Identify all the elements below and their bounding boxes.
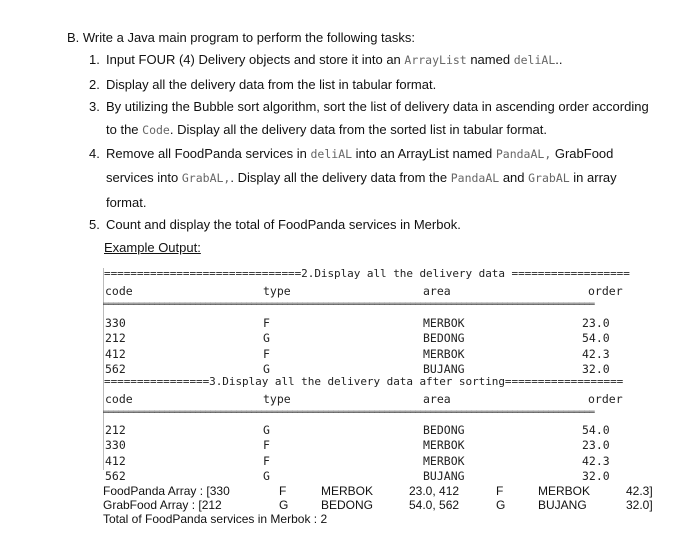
code-term: Code — [142, 123, 170, 137]
col-header-area: area — [423, 284, 451, 298]
code-term: ArrayList — [404, 53, 467, 67]
table-cell: 212 — [105, 331, 126, 345]
array-area: BUJANG — [538, 498, 587, 512]
table-cell: G — [263, 423, 270, 437]
code-term: deliAL — [310, 147, 353, 161]
array-type: G — [496, 498, 506, 512]
text-part: Remove all FoodPanda services in — [106, 146, 311, 161]
text-part: services into — [106, 170, 182, 185]
table-cell: 42.3 — [582, 454, 610, 468]
table-cell: 330 — [105, 316, 126, 330]
table-cell: MERBOK — [423, 316, 465, 330]
code-term: PandaAL, — [495, 147, 552, 161]
array-type: F — [496, 484, 504, 498]
item-5-text: Count and display the total of FoodPanda services in Merbok. — [106, 217, 461, 232]
text-part: .. — [555, 52, 563, 67]
code-term: GrabAL, — [181, 171, 231, 185]
item-3-line2 — [106, 122, 547, 137]
array-label: FoodPanda Array : [330 — [103, 484, 230, 498]
table-cell: 412 — [105, 454, 126, 468]
table-cell: MERBOK — [423, 347, 465, 361]
col-header-type: type — [263, 284, 291, 298]
col-header-order: order — [588, 392, 623, 406]
col-header-order: order — [588, 284, 623, 298]
code-term: GrabAL — [528, 171, 570, 185]
text-part: . Display all the delivery data from the — [230, 170, 451, 185]
text-part: and — [499, 170, 529, 185]
table-cell: 330 — [105, 438, 126, 452]
table-cell: 42.3 — [582, 347, 610, 361]
text-part: into an ArrayList named — [352, 146, 496, 161]
array-mid: 23.0, 412 — [409, 484, 460, 498]
table-cell: BUJANG — [423, 362, 465, 376]
table-cell: F — [263, 438, 270, 452]
array-label: GrabFood Array : [212 — [103, 498, 222, 512]
array-type: G — [279, 498, 289, 512]
item-4-line1 — [106, 146, 613, 161]
col-header-type: type — [263, 392, 291, 406]
col-header-code: code — [105, 392, 133, 406]
table-cell: BUJANG — [423, 469, 465, 483]
text-part: Input FOUR (4) Delivery objects and store it into an — [106, 52, 405, 67]
text-part: to the — [106, 122, 143, 137]
table-cell: 212 — [105, 423, 126, 437]
col-header-code: code — [105, 284, 133, 298]
item-number: 5. — [89, 217, 100, 232]
array-type: F — [279, 484, 287, 498]
separator-line: ════════════════════════════════════════════════════════════════════════════════════════════════ — [103, 302, 595, 308]
item-number: 2. — [89, 77, 100, 92]
example-output-label: Example Output: — [104, 240, 201, 255]
console-output — [103, 267, 653, 528]
table-cell: 562 — [105, 362, 126, 376]
table-cell: G — [263, 469, 270, 483]
table-cell: 412 — [105, 347, 126, 361]
total-line: Total of FoodPanda services in Merbok : 2 — [103, 512, 328, 526]
table-cell: BEDONG — [423, 331, 465, 345]
text-part: named — [466, 52, 514, 67]
table-cell: G — [263, 362, 270, 376]
item-2-text: Display all the delivery data from the list in tabular format. — [106, 77, 437, 92]
item-number: 4. — [89, 146, 100, 161]
item-4-line3: format. — [106, 195, 147, 210]
item-3-line1: By utilizing the Bubble sort algorithm, sort the list of delivery data in ascending order according — [106, 99, 649, 114]
table-cell: MERBOK — [423, 454, 465, 468]
item-number: 1. — [89, 52, 100, 67]
text-part: in array — [569, 170, 617, 185]
array-area: MERBOK — [321, 484, 374, 498]
array-area: MERBOK — [538, 484, 591, 498]
table-cell: 32.0 — [582, 469, 610, 483]
table-cell: BEDONG — [423, 423, 465, 437]
table-cell: 23.0 — [582, 438, 610, 452]
text-part: . Display all the delivery data from the sorted list in tabular format. — [169, 122, 548, 137]
table-cell: 32.0 — [582, 362, 610, 376]
table-cell: MERBOK — [423, 438, 465, 452]
table-cell: 54.0 — [582, 423, 610, 437]
table-cell: G — [263, 331, 270, 345]
code-term: deliAL — [513, 53, 556, 67]
table-cell: F — [263, 454, 270, 468]
array-end: 32.0] — [626, 498, 653, 512]
array-end: 42.3] — [626, 484, 653, 498]
section-1-title: ==============================2.Display all the delivery data ================== — [104, 267, 630, 280]
text-part: GrabFood — [551, 146, 614, 161]
item-1-text — [106, 52, 562, 67]
table-cell: F — [263, 316, 270, 330]
item-number: 3. — [89, 99, 100, 114]
code-term: PandaAL — [450, 171, 500, 185]
array-area: BEDONG — [321, 498, 374, 512]
table-cell: F — [263, 347, 270, 361]
col-header-area: area — [423, 392, 451, 406]
question-heading: B. Write a Java main program to perform the following tasks: — [67, 30, 416, 45]
section-2-title: ================3.Display all the delivery data after sorting================== — [104, 375, 624, 388]
separator-line: ════════════════════════════════════════════════════════════════════════════════════════════════ — [103, 410, 595, 416]
console-left-border — [103, 268, 104, 470]
table-cell: 562 — [105, 469, 126, 483]
array-mid: 54.0, 562 — [409, 498, 460, 512]
table-cell: 23.0 — [582, 316, 610, 330]
item-4-line2 — [106, 170, 617, 185]
table-cell: 54.0 — [582, 331, 610, 345]
